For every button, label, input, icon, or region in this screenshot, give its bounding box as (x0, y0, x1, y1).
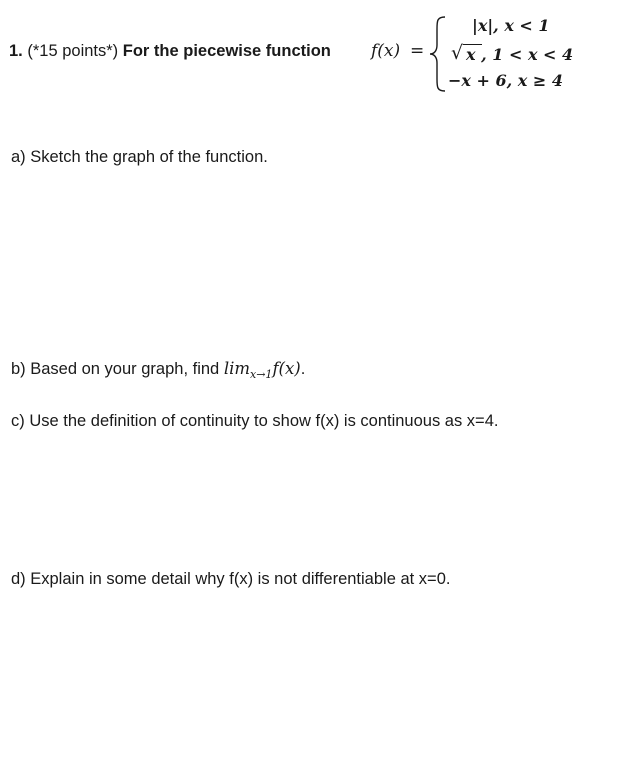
case-1: |x|, x < 1 (472, 16, 550, 35)
part-d: d) Explain in some detail why f(x) is not differentiable at x=0. (11, 570, 451, 588)
square-root (451, 42, 481, 64)
case-3: −x + 6, x ≥ 4 (448, 71, 563, 90)
question-prompt: For the piecewise function (122, 42, 331, 60)
case-2 (451, 42, 574, 64)
limit-subscript: x→1 (250, 368, 273, 381)
question-number: 1. (9, 42, 23, 60)
limit-expression: f(x) (272, 359, 301, 378)
equals-sign: = (410, 41, 425, 61)
function-label: f(x) (371, 41, 401, 61)
radicand: x (466, 45, 476, 64)
part-c: c) Use the definition of continuity to show f(x) is continuous as x=4. (11, 412, 499, 430)
question-1-heading (9, 42, 331, 61)
case-2-condition: , 1 < x < 4 (481, 45, 574, 64)
limit-symbol: lim (223, 359, 251, 378)
question-points: (*15 points*) (27, 42, 119, 60)
part-a: a) Sketch the graph of the function. (11, 148, 268, 166)
radical-sign-icon: √ (451, 42, 464, 64)
part-b (11, 359, 305, 379)
piecewise-brace-icon (428, 15, 450, 93)
part-b-prefix: b) Based on your graph, find (11, 360, 224, 378)
part-b-suffix: . (300, 360, 306, 378)
